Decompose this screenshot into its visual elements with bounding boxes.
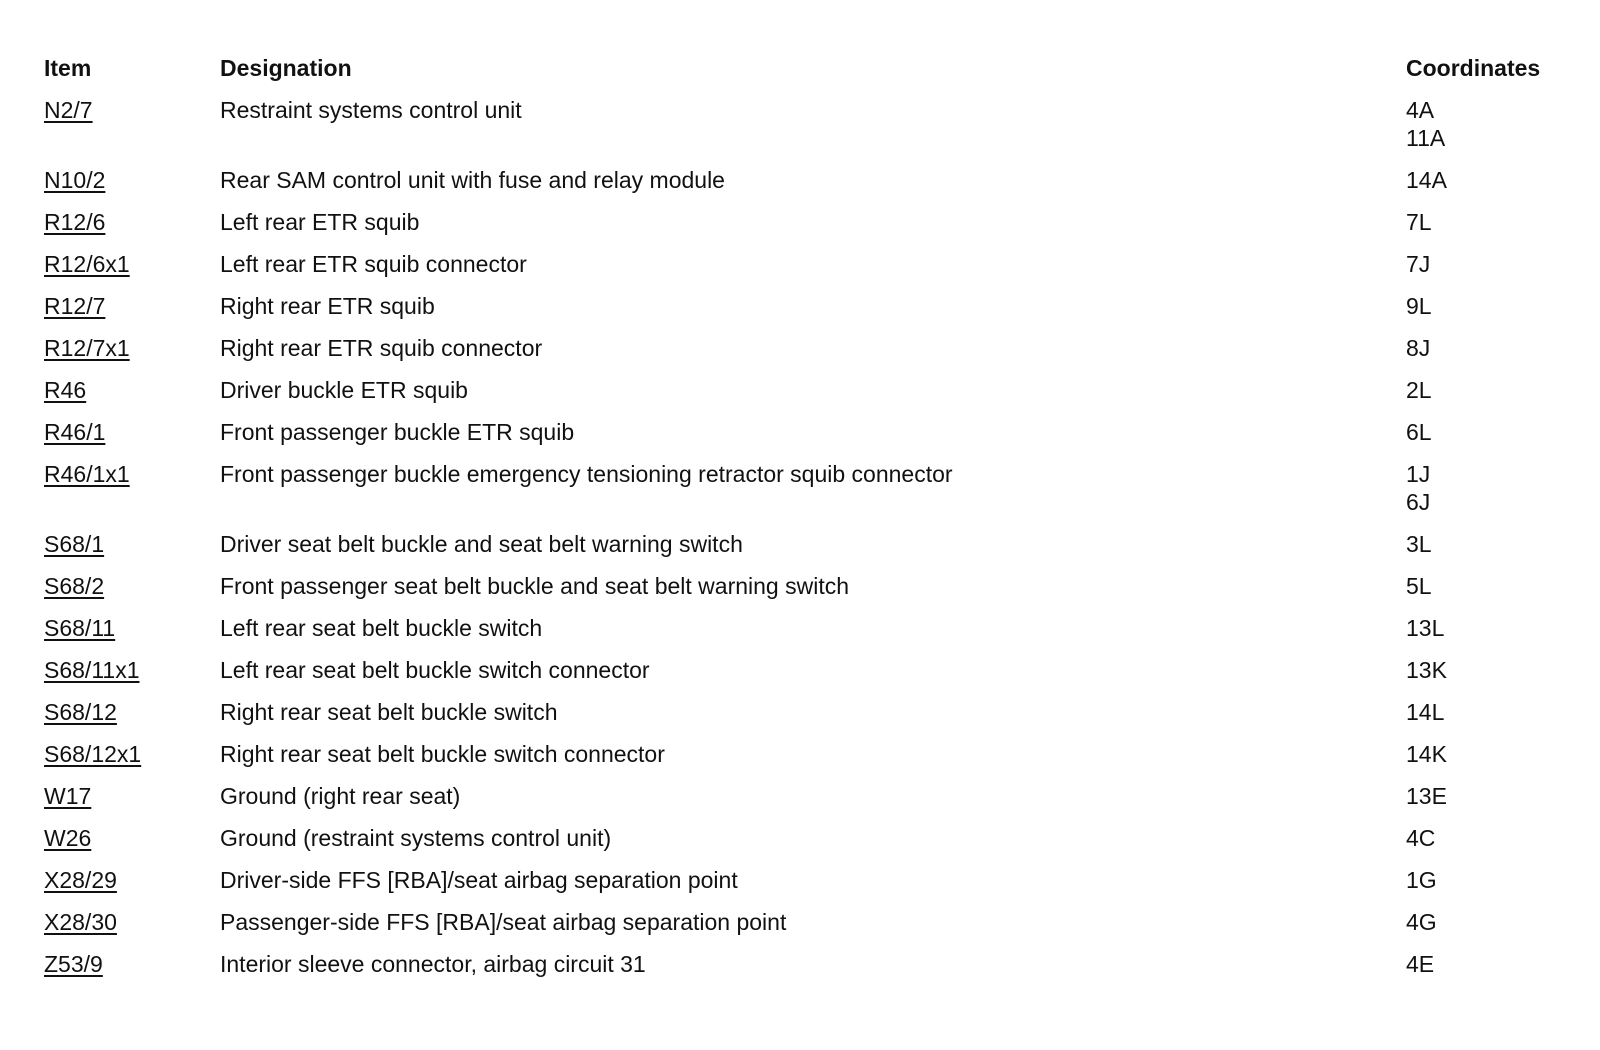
item-cell [44,782,220,810]
coordinate-value: 6J [1406,489,1431,515]
item-link[interactable]: S68/12 [44,699,117,725]
designation-cell: Left rear seat belt buckle switch [220,615,543,641]
item-cell [44,614,220,642]
coordinate-value: 13E [1406,783,1447,809]
table-row [44,166,1564,208]
item-cell [44,530,220,558]
item-cell [44,908,220,936]
coordinates-cell [1406,824,1564,852]
coordinate-value: 13K [1406,657,1447,683]
coordinate-value: 13L [1406,615,1445,641]
designation-cell: Passenger-side FFS [RBA]/seat airbag separation point [220,909,787,935]
coordinate-value: 4A [1406,97,1435,123]
coordinate-value: 2L [1406,377,1432,403]
table-row [44,782,1564,824]
designation-cell: Driver buckle ETR squib [220,377,468,403]
item-link[interactable]: R12/6 [44,209,106,235]
item-link[interactable]: N10/2 [44,167,106,193]
table-row [44,460,1564,530]
item-link[interactable]: R46/1 [44,419,106,445]
table-row [44,376,1564,418]
designation-cell: Front passenger buckle ETR squib [220,419,575,445]
designation-cell: Restraint systems control unit [220,97,522,123]
designation-cell: Left rear ETR squib [220,209,420,235]
item-link[interactable]: S68/11x1 [44,657,140,683]
item-link[interactable]: R46/1x1 [44,461,130,487]
coordinates-cell [1406,530,1564,558]
coordinate-value: 3L [1406,531,1432,557]
coordinate-value: 4G [1406,909,1437,935]
coordinates-cell [1406,950,1564,978]
coordinate-value: 4C [1406,825,1436,851]
item-link[interactable]: R12/6x1 [44,251,130,277]
coordinates-cell [1406,782,1564,810]
item-link[interactable]: X28/29 [44,867,117,893]
coordinate-value: 1G [1406,867,1437,893]
item-link[interactable]: R12/7 [44,293,106,319]
coordinates-cell [1406,572,1564,600]
designation-cell: Driver-side FFS [RBA]/seat airbag separation point [220,867,738,893]
item-cell [44,740,220,768]
table-row [44,334,1564,376]
coordinates-cell [1406,166,1564,194]
item-cell [44,250,220,278]
item-link[interactable]: S68/12x1 [44,741,142,767]
coordinates-cell [1406,250,1564,278]
coordinate-value: 4E [1406,951,1435,977]
coordinates-cell [1406,292,1564,320]
item-cell [44,824,220,852]
table-row [44,250,1564,292]
designation-cell: Right rear seat belt buckle switch [220,699,558,725]
header-designation: Designation [220,55,352,81]
item-cell [44,334,220,362]
item-cell [44,418,220,446]
item-cell [44,96,220,124]
table-row [44,908,1564,950]
item-cell [44,866,220,894]
coordinate-value: 6L [1406,419,1432,445]
item-cell [44,166,220,194]
item-link[interactable]: R46 [44,377,87,403]
designation-cell: Rear SAM control unit with fuse and relay module [220,167,725,193]
designation-cell: Interior sleeve connector, airbag circuit 31 [220,951,646,977]
item-link[interactable]: S68/2 [44,573,105,599]
designation-cell: Driver seat belt buckle and seat belt warning switch [220,531,743,557]
coordinates-cell [1406,866,1564,894]
table-row [44,824,1564,866]
item-link[interactable]: S68/1 [44,531,105,557]
coordinates-cell [1406,208,1564,236]
item-link[interactable]: S68/11 [44,615,116,641]
item-link[interactable]: W26 [44,825,92,851]
item-cell [44,572,220,600]
table-row [44,292,1564,334]
coordinates-cell [1406,376,1564,404]
designation-cell: Ground (restraint systems control unit) [220,825,612,851]
table-row [44,614,1564,656]
coordinate-value: 14K [1406,741,1447,767]
table-row [44,740,1564,782]
coordinates-cell [1406,698,1564,726]
component-legend-table [44,54,1564,992]
table-row [44,866,1564,908]
coordinate-value: 7L [1406,209,1432,235]
coordinates-cell [1406,96,1564,152]
item-link[interactable]: X28/30 [44,909,117,935]
designation-cell: Front passenger buckle emergency tensioning retractor squib connector [220,461,953,487]
coordinate-value: 14L [1406,699,1445,725]
item-link[interactable]: N2/7 [44,97,93,123]
coordinates-cell [1406,334,1564,362]
item-cell [44,698,220,726]
item-link[interactable]: R12/7x1 [44,335,130,361]
coordinates-cell [1406,656,1564,684]
table-header [44,54,1564,96]
coordinate-value: 7J [1406,251,1431,277]
coordinates-cell [1406,740,1564,768]
table-row [44,208,1564,250]
item-cell [44,208,220,236]
table-row [44,96,1564,166]
coordinate-value: 1J [1406,461,1431,487]
table-row [44,530,1564,572]
coordinates-cell [1406,614,1564,642]
designation-cell: Front passenger seat belt buckle and seat belt warning switch [220,573,850,599]
coordinates-cell [1406,908,1564,936]
item-link[interactable]: Z53/9 [44,951,103,977]
header-coordinates: Coordinates [1406,55,1541,81]
designation-cell: Right rear seat belt buckle switch connector [220,741,665,767]
item-cell [44,460,220,488]
designation-cell: Right rear ETR squib connector [220,335,543,361]
table-row [44,656,1564,698]
coordinate-value: 5L [1406,573,1432,599]
table-row [44,698,1564,740]
coordinate-value: 14A [1406,167,1447,193]
coordinate-value: 8J [1406,335,1431,361]
header-item: Item [44,55,92,81]
designation-cell: Right rear ETR squib [220,293,435,319]
item-cell [44,950,220,978]
table-row [44,950,1564,992]
item-link[interactable]: W17 [44,783,92,809]
table-body [44,96,1564,992]
coordinate-value: 9L [1406,293,1432,319]
item-cell [44,656,220,684]
coordinates-cell [1406,418,1564,446]
designation-cell: Ground (right rear seat) [220,783,461,809]
coordinate-value: 11A [1406,125,1446,151]
designation-cell: Left rear seat belt buckle switch connector [220,657,650,683]
table-row [44,418,1564,460]
coordinates-cell [1406,460,1564,516]
table-row [44,572,1564,614]
designation-cell: Left rear ETR squib connector [220,251,527,277]
item-cell [44,292,220,320]
item-cell [44,376,220,404]
